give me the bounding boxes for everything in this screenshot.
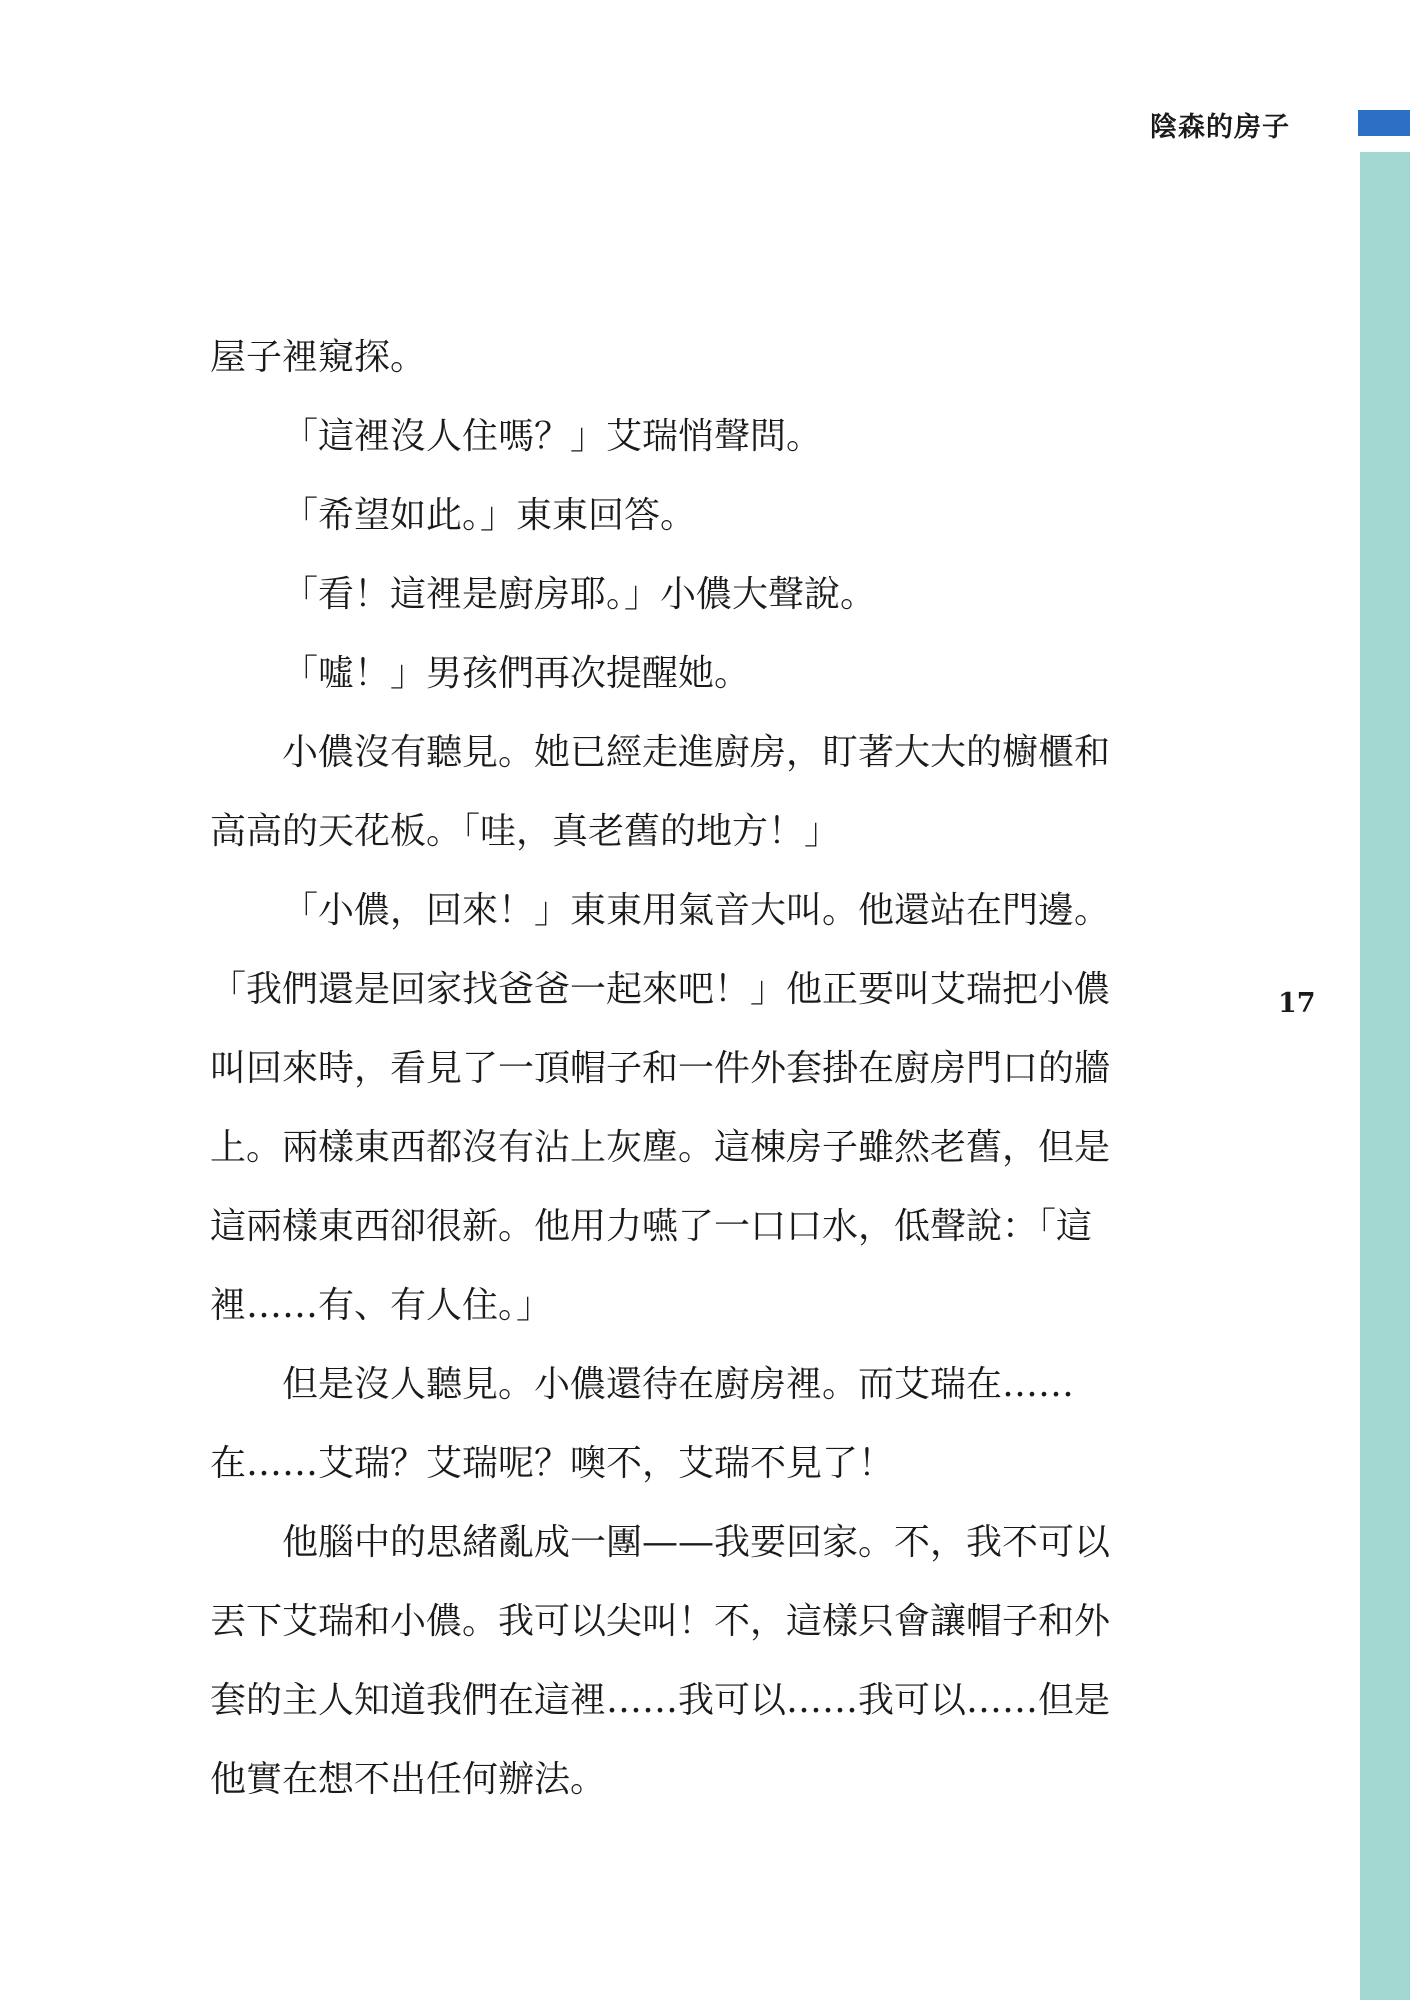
text-line: 「小儂，回來！」東東用氣音大叫。他還站在門邊。 bbox=[282, 890, 1111, 931]
page-edge-band bbox=[1360, 152, 1410, 2000]
text-line: 「噓！」男孩們再次提醒她。 bbox=[282, 653, 751, 694]
text-line: 但是沒人聽見。小儂還待在廚房裡。而艾瑞在…… bbox=[282, 1364, 1075, 1405]
text-line: 裡……有、有人住。」 bbox=[210, 1285, 553, 1326]
running-header: 陰森的房子 bbox=[1150, 112, 1290, 143]
text-line: 「我們還是回家找爸爸一起來吧！」他正要叫艾瑞把小儂 bbox=[210, 969, 1111, 1010]
text-line: 他腦中的思緒亂成一團——我要回家。不，我不可以 bbox=[282, 1522, 1111, 1563]
text-line: 「希望如此。」東東回答。 bbox=[282, 495, 697, 536]
text-line: 在……艾瑞？艾瑞呢？噢不，艾瑞不見了！ bbox=[210, 1443, 895, 1484]
body-text bbox=[210, 318, 1150, 1819]
text-line: 叫回來時，看見了一頂帽子和一件外套掛在廚房門口的牆 bbox=[210, 1048, 1111, 1089]
text-line: 「這裡沒人住嗎？」艾瑞悄聲問。 bbox=[282, 416, 823, 457]
text-line: 小儂沒有聽見。她已經走進廚房，盯著大大的櫥櫃和 bbox=[282, 732, 1111, 773]
text-line: 屋子裡窺探。 bbox=[210, 337, 427, 378]
text-line: 這兩樣東西卻很新。他用力嚥了一口口水，低聲說：「這 bbox=[210, 1206, 1093, 1247]
chapter-tab-marker bbox=[1358, 110, 1410, 136]
text-line: 丟下艾瑞和小儂。我可以尖叫！不，這樣只會讓帽子和外 bbox=[210, 1601, 1111, 1642]
text-line: 他實在想不出任何辦法。 bbox=[210, 1759, 607, 1800]
text-line: 「看！這裡是廚房耶。」小儂大聲說。 bbox=[282, 574, 877, 615]
page-number: 17 bbox=[1278, 988, 1316, 1019]
text-line: 上。兩樣東西都沒有沾上灰塵。這棟房子雖然老舊，但是 bbox=[210, 1127, 1111, 1168]
text-line: 套的主人知道我們在這裡……我可以……我可以……但是 bbox=[210, 1680, 1111, 1721]
text-line: 高高的天花板。「哇，真老舊的地方！」 bbox=[210, 811, 841, 852]
